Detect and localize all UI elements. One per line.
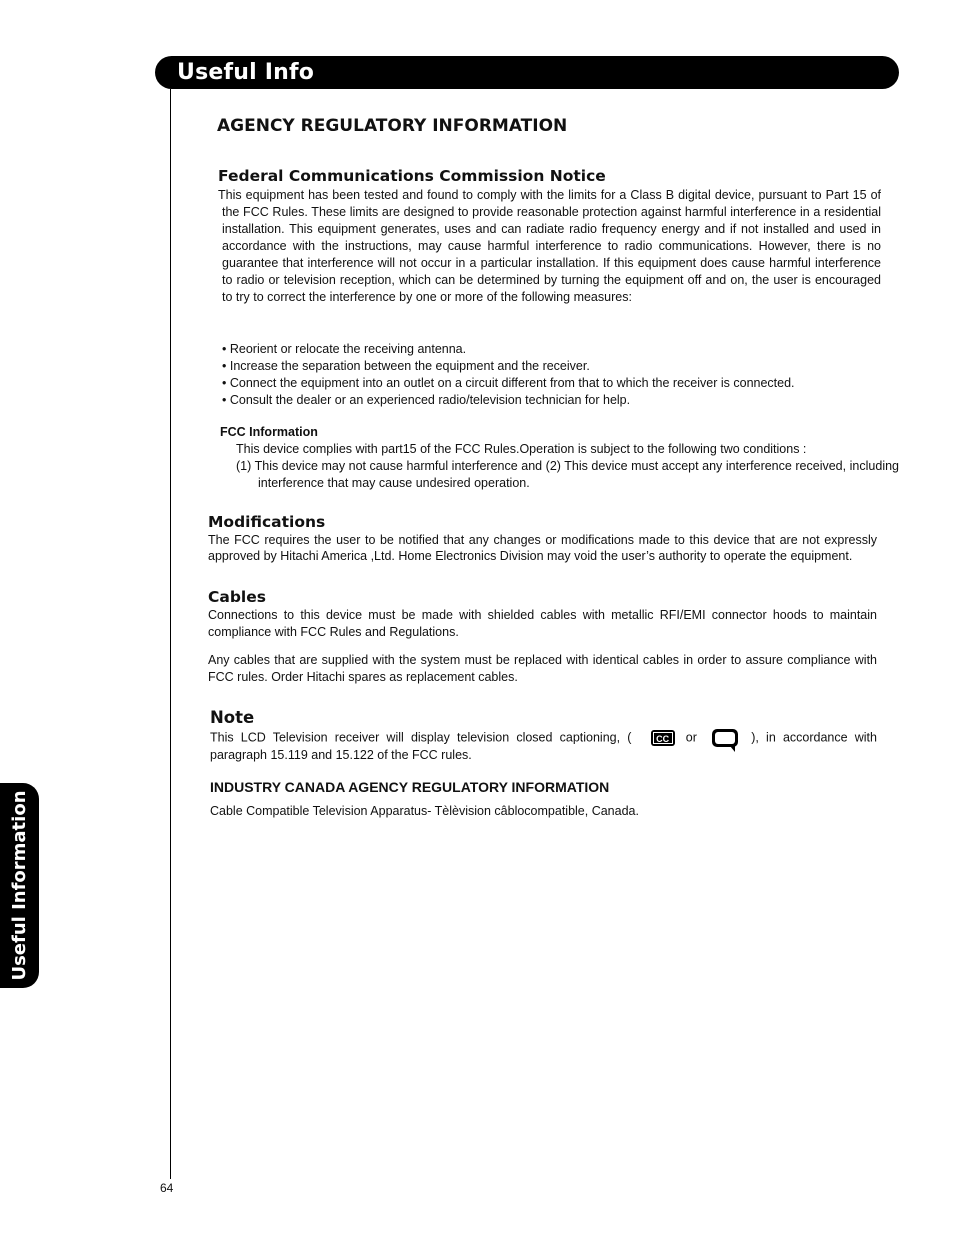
closed-caption-icon: [651, 730, 675, 746]
agency-heading: AGENCY REGULATORY INFORMATION: [217, 116, 568, 136]
list-item: • Connect the equipment into an outlet on a circuit different from that to which the receiver is connected.: [222, 376, 795, 390]
note-text-after: ), in accordance with paragraph 15.119 and 15.122 of the FCC rules.: [210, 730, 877, 762]
fcc-information-conditions: (1) This device may not cause harmful interference and (2) This device must accept any interference received, including interference that may cause undesired operation.: [236, 459, 899, 490]
page-number: 64: [160, 1181, 174, 1195]
cables-body-1: Connections to this device must be made with shielded cables with metallic RFI/EMI connector hoods to maintain compliance with FCC Rules and Regulations.: [208, 608, 877, 639]
note-text-before: This LCD Television receiver will display television closed captioning, (: [210, 730, 632, 745]
side-tab: [0, 783, 39, 988]
note-text-or: or: [685, 730, 697, 745]
fcc-information-intro: This device complies with part15 of the FCC Rules.Operation is subject to the following two conditions :: [236, 442, 807, 456]
industry-canada-heading: INDUSTRY CANADA AGENCY REGULATORY INFORMATION: [210, 779, 610, 795]
caption-bubble-icon: [712, 729, 738, 747]
list-item: • Reorient or relocate the receiving antenna.: [222, 342, 467, 356]
cables-body-2: Any cables that are supplied with the system must be replaced with identical cables in order to assure compliance with FCC rules. Order Hitachi spares as replacement cables.: [208, 653, 877, 684]
list-item: • Consult the dealer or an experienced radio/television technician for help.: [222, 393, 631, 407]
measures-list: [222, 341, 882, 409]
modifications-heading: Modifications: [208, 513, 326, 531]
fcc-information-heading: FCC Information: [220, 425, 318, 439]
cables-heading: Cables: [208, 588, 266, 606]
margin-rule: [170, 89, 171, 1179]
fcc-notice-body: This equipment has been tested and found to comply with the limits for a Class B digital device, pursuant to Part 15 of the FCC Rules. These limits are designed to provide reasonable protection against harmful interference in a residential installation. This equipment generates, uses and can radiate radio frequency energy and if not installed and used in accordance with the instructions, may cause harmful interference to radio communications. However, there is no guarantee that interference will not occur in a particular installation. If this equipment does cause harmful interference to radio or television reception, which can be determined by turning the equipment off and on, the user is encouraged to try to correct the interference by one or more of the following measures:: [218, 188, 881, 304]
list-item: • Increase the separation between the equipment and the receiver.: [222, 359, 590, 373]
fcc-notice-heading: Federal Communications Commission Notice: [218, 167, 606, 185]
modifications-body: The FCC requires the user to be notified that any changes or modifications made to this device that are not expressly approved by Hitachi America ,Ltd. Home Electronics Division may void the user’s authority to operate the equipment.: [208, 533, 877, 563]
side-tab-label: Useful Information: [9, 790, 30, 981]
industry-canada-body: Cable Compatible Television Apparatus- Tèlèvision câblocompatible, Canada.: [210, 804, 639, 818]
note-heading: Note: [210, 708, 255, 727]
header-bar: [155, 56, 899, 89]
closed-caption-icon-label: CC: [653, 732, 673, 744]
note-body: [210, 729, 877, 764]
header-title: Useful Info: [177, 60, 315, 85]
